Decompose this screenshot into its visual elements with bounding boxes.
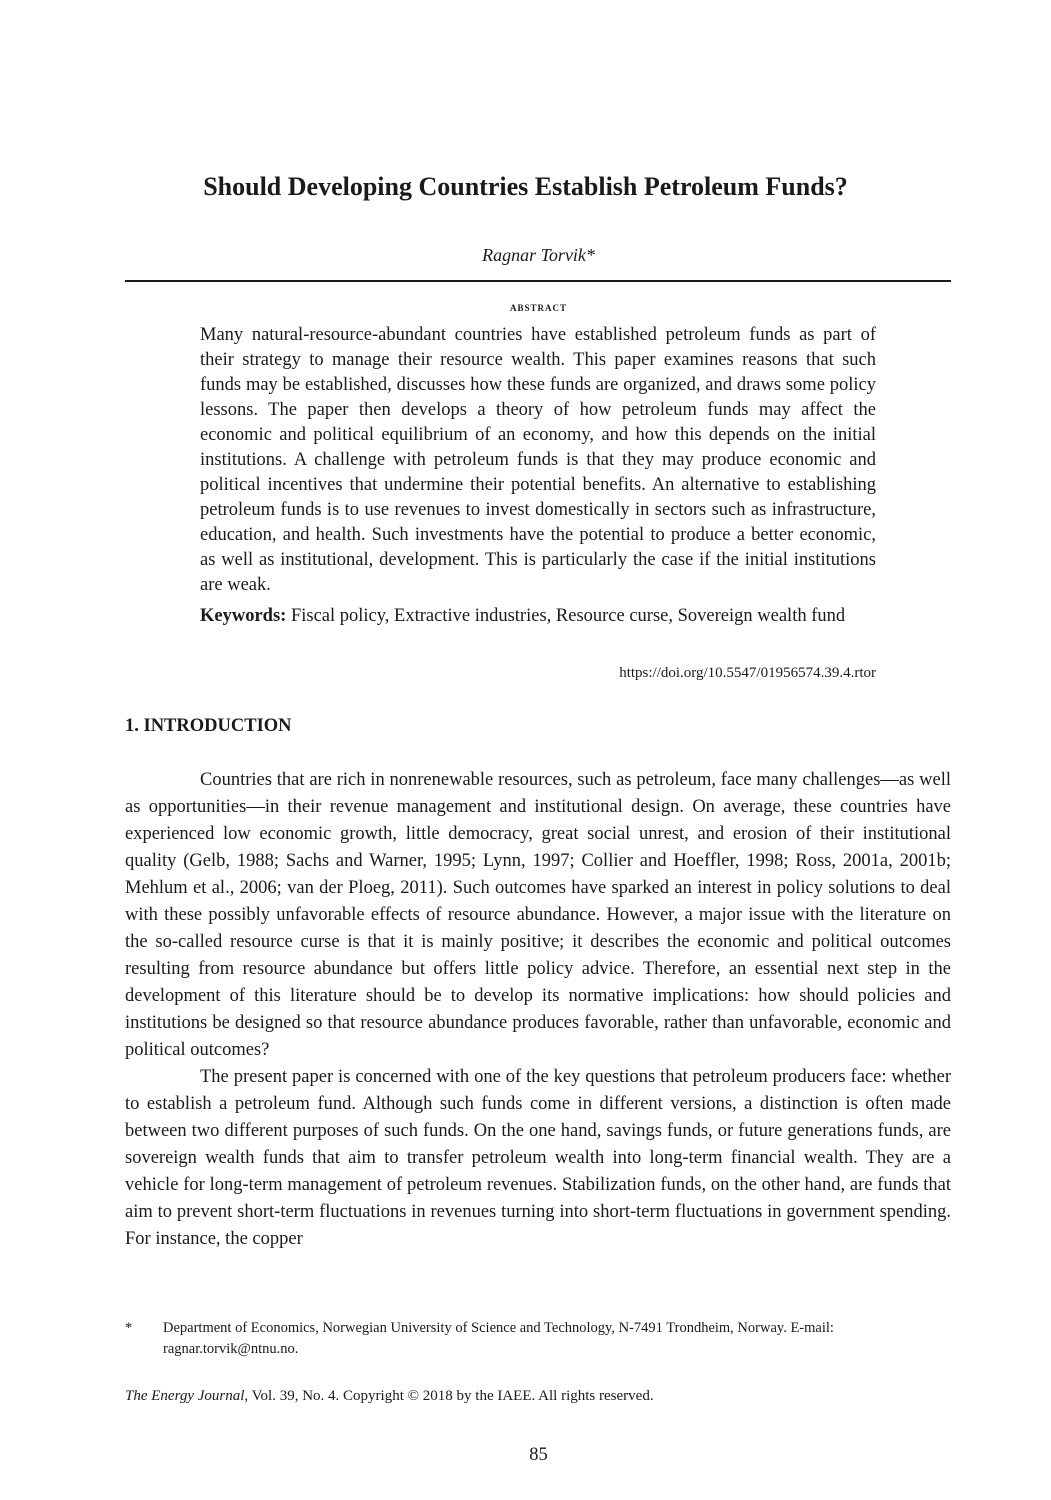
abstract-text: Many natural-resource-abundant countries have established petroleum funds as part of their strategy to manage their resource wealth. This paper examines reasons that such funds may be established, discusses how these funds are organized, and draws some policy lessons. The paper then develops a theory of how petroleum funds may affect the economic and political equilibrium of an economy, and how this depends on the initial institutions. A challenge with petroleum funds is that they may produce economic and political incentives that undermine their potential benefits. An alternative to establishing petroleum funds is to use revenues to invest domestically in sectors such as infrastructure, education, and health. Such investments have the potential to produce a better economic, as well as institutional, development. This is particularly the case if the initial institutions are weak. <box>200 325 876 595</box>
keywords <box>200 604 876 629</box>
paper-title: Should Developing Countries Establish Petroleum Funds? <box>203 172 848 201</box>
page-number: 85 <box>529 1445 548 1465</box>
body-paragraph: The present paper is concerned with one of the key questions that petroleum producers face: whether to establish a petroleum fund. Although such funds come in different versions, a distinction is often made between two different purposes of such funds. On the one hand, savings funds, or future generations funds, are sovereign wealth funds that aim to transfer petroleum wealth into long-term financial wealth. They are a vehicle for long-term management of petroleum revenues. Stabilization funds, on the other hand, are funds that aim to prevent short-term fluctuations in revenues turning into short-term fluctuations in government spending. For instance, the copper <box>125 1067 951 1249</box>
keywords-text: Fiscal policy, Extractive industries, Resource curse, Sovereign wealth fund <box>286 606 846 626</box>
section-heading: 1. INTRODUCTION <box>125 716 292 736</box>
journal-copyright: , Vol. 39, No. 4. Copyright © 2018 by the IAEE. All rights reserved. <box>244 1388 654 1404</box>
author-name: Ragnar Torvik* <box>482 245 595 265</box>
keywords-label: Keywords: <box>200 606 287 626</box>
journal-name: The Energy Journal <box>125 1388 245 1404</box>
doi-link[interactable]: https://doi.org/10.5547/01956574.39.4.rtor <box>619 665 876 681</box>
title-divider <box>125 280 951 282</box>
abstract-heading: abstract <box>509 299 567 314</box>
footnote-mark: * <box>125 1320 133 1336</box>
footnote <box>125 1318 951 1360</box>
journal-citation <box>125 1386 654 1406</box>
body-paragraph: Countries that are rich in nonrenewable resources, such as petroleum, face many challenges—as well as opportunities—in their revenue management and institutional design. On average, these countries have experienced low economic growth, little democracy, great social unrest, and erosion of their institutional quality (Gelb, 1988; Sachs and Warner, 1995; Lynn, 1997; Collier and Hoeffler, 1998; Ross, 2001a, 2001b; Mehlum et al., 2006; van der Ploeg, 2011). Such outcomes have sparked an interest in policy solutions to deal with these possibly unfavorable effects of resource abundance. However, a major issue with the literature on the so-called resource curse is that it is mainly positive; it describes the economic and political outcomes resulting from resource abundance but offers little policy advice. Therefore, an essential next step in the development of this literature should be to develop its normative implications: how should policies and institutions be designed so that resource abundance produces favorable, rather than unfavorable, economic and political outcomes? <box>125 770 951 1060</box>
footnote-text: Department of Economics, Norwegian University of Science and Technology, N-7491 Trondheim, Norway. E-mail: ragnar.torvik@ntnu.no. <box>163 1320 834 1357</box>
body-text <box>125 767 951 1253</box>
